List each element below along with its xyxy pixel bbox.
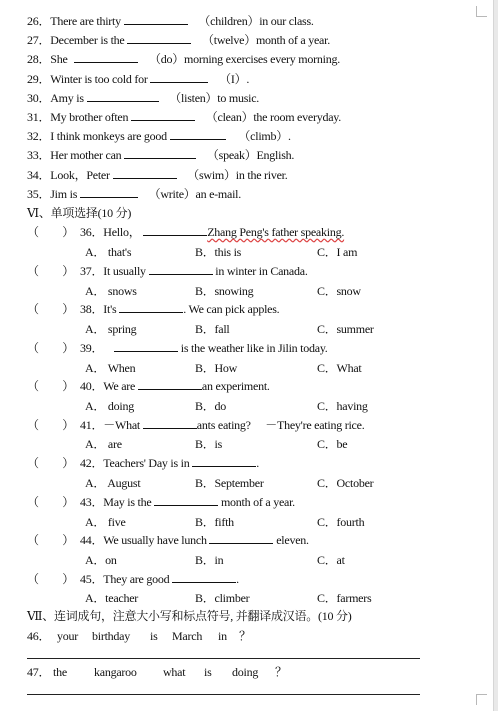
answer-line[interactable]	[27, 658, 420, 659]
option-a[interactable]: A． are	[85, 437, 122, 451]
question-46: 46． your birthday is March in ？	[27, 629, 251, 643]
word: in	[218, 629, 227, 643]
question-34: 34．Look，Peter （swim）in the river.	[27, 168, 288, 182]
option-c[interactable]: C．summer	[317, 322, 374, 336]
answer-blank[interactable]	[143, 225, 207, 236]
question-45: （ ） 45．They are good .	[27, 572, 239, 586]
option-a[interactable]: A． doing	[85, 399, 135, 413]
question-47: 47． the kangaroo what is doing ？	[27, 665, 287, 679]
word: kangaroo	[94, 665, 137, 679]
word: the	[53, 665, 67, 679]
option-b[interactable]: B．is	[195, 437, 223, 451]
word: your	[57, 629, 78, 643]
question-42: （ ） 42．Teachers' Day is in .	[27, 456, 259, 470]
answer-blank[interactable]	[192, 456, 256, 467]
option-c[interactable]: C．at	[317, 553, 345, 567]
section-6-title: Ⅵ、单项选择(10 分)	[27, 206, 132, 220]
question-26: 26．There are thirty （children）in our class.	[27, 14, 314, 28]
word: March	[172, 629, 203, 643]
section-7-title: Ⅶ、连词成句，注意大小写和标点符号, 并翻译成汉语。(10 分)	[27, 609, 352, 623]
option-c[interactable]: C．I am	[317, 245, 358, 259]
word: is	[204, 665, 212, 679]
answer-blank[interactable]	[87, 91, 159, 102]
word: birthday	[92, 629, 130, 643]
option-a[interactable]: A． August	[85, 476, 141, 490]
option-c[interactable]: C．October	[317, 476, 374, 490]
option-a[interactable]: A． When	[85, 361, 136, 375]
option-c[interactable]: C．What	[317, 361, 362, 375]
option-b[interactable]: B．do	[195, 399, 227, 413]
answer-blank[interactable]	[119, 302, 183, 313]
option-a[interactable]: A． five	[85, 515, 126, 529]
question-32: 32．I think monkeys are good （climb）.	[27, 129, 291, 143]
option-a[interactable]: A．teacher	[85, 591, 139, 605]
word: what	[163, 665, 186, 679]
page-corner-mark	[476, 6, 487, 17]
answer-blank[interactable]	[172, 572, 236, 583]
option-a[interactable]: A． that's	[85, 245, 132, 259]
answer-blank[interactable]	[80, 187, 138, 198]
question-30: 30．Amy is （listen）to music.	[27, 91, 260, 105]
answer-blank[interactable]	[127, 33, 191, 44]
question-28: 28．She （do）morning exercises every morning.	[27, 52, 340, 66]
option-a[interactable]: A．on	[85, 553, 117, 567]
answer-blank[interactable]	[150, 72, 208, 83]
page-edge	[493, 0, 498, 711]
question-41: （ ） 41．－What ants eating? －They're eating rice.	[27, 418, 365, 432]
answer-line[interactable]	[27, 694, 420, 695]
word: is	[150, 629, 158, 643]
question-37: （ ） 37．It usually in winter in Canada.	[27, 264, 308, 278]
answer-blank[interactable]	[138, 379, 202, 390]
answer-blank[interactable]	[74, 52, 138, 63]
option-c[interactable]: C．fourth	[317, 515, 365, 529]
word: ？	[275, 665, 287, 679]
question-35: 35．Jim is （write）an e-mail.	[27, 187, 241, 201]
option-c[interactable]: C．snow	[317, 284, 361, 298]
answer-blank[interactable]	[149, 264, 213, 275]
question-36: （ ） 36．Hello， Zhang Peng's father speaking.	[27, 225, 345, 239]
question-44: （ ） 44．We usually have lunch eleven.	[27, 533, 309, 547]
option-b[interactable]: B．fifth	[195, 515, 234, 529]
answer-blank[interactable]	[154, 495, 218, 506]
question-31: 31．My brother often （clean）the room everyday.	[27, 110, 341, 124]
question-39: （ ） 39． is the weather like in Jilin today.	[27, 341, 328, 355]
option-c[interactable]: C．having	[317, 399, 368, 413]
answer-blank[interactable]	[124, 14, 188, 25]
question-29: 29．Winter is too cold for （I）.	[27, 72, 250, 86]
question-43: （ ） 43．May is the month of a year.	[27, 495, 295, 509]
option-b[interactable]: B．fall	[195, 322, 230, 336]
answer-blank[interactable]	[209, 533, 273, 544]
option-a[interactable]: A． spring	[85, 322, 137, 336]
answer-blank[interactable]	[124, 148, 196, 159]
word: doing	[232, 665, 259, 679]
option-b[interactable]: B．this is	[195, 245, 242, 259]
answer-blank[interactable]	[114, 341, 178, 352]
answer-blank[interactable]	[143, 418, 197, 429]
question-33: 33．Her mother can （speak）English.	[27, 148, 295, 162]
page-corner-mark	[476, 694, 487, 705]
option-c[interactable]: C．be	[317, 437, 348, 451]
word: ？	[239, 629, 251, 643]
option-b[interactable]: B．How	[195, 361, 238, 375]
option-b[interactable]: B．climber	[195, 591, 250, 605]
answer-blank[interactable]	[170, 129, 226, 140]
answer-blank[interactable]	[131, 110, 195, 121]
option-b[interactable]: B．in	[195, 553, 224, 567]
question-27: 27．December is the （twelve）month of a year.	[27, 33, 330, 47]
option-a[interactable]: A． snows	[85, 284, 137, 298]
question-40: （ ） 40．We are an experiment.	[27, 379, 270, 393]
answer-blank[interactable]	[113, 168, 177, 179]
option-c[interactable]: C．farmers	[317, 591, 372, 605]
option-b[interactable]: B．September	[195, 476, 264, 490]
question-38: （ ） 38．It's . We can pick apples.	[27, 302, 280, 316]
option-b[interactable]: B．snowing	[195, 284, 254, 298]
